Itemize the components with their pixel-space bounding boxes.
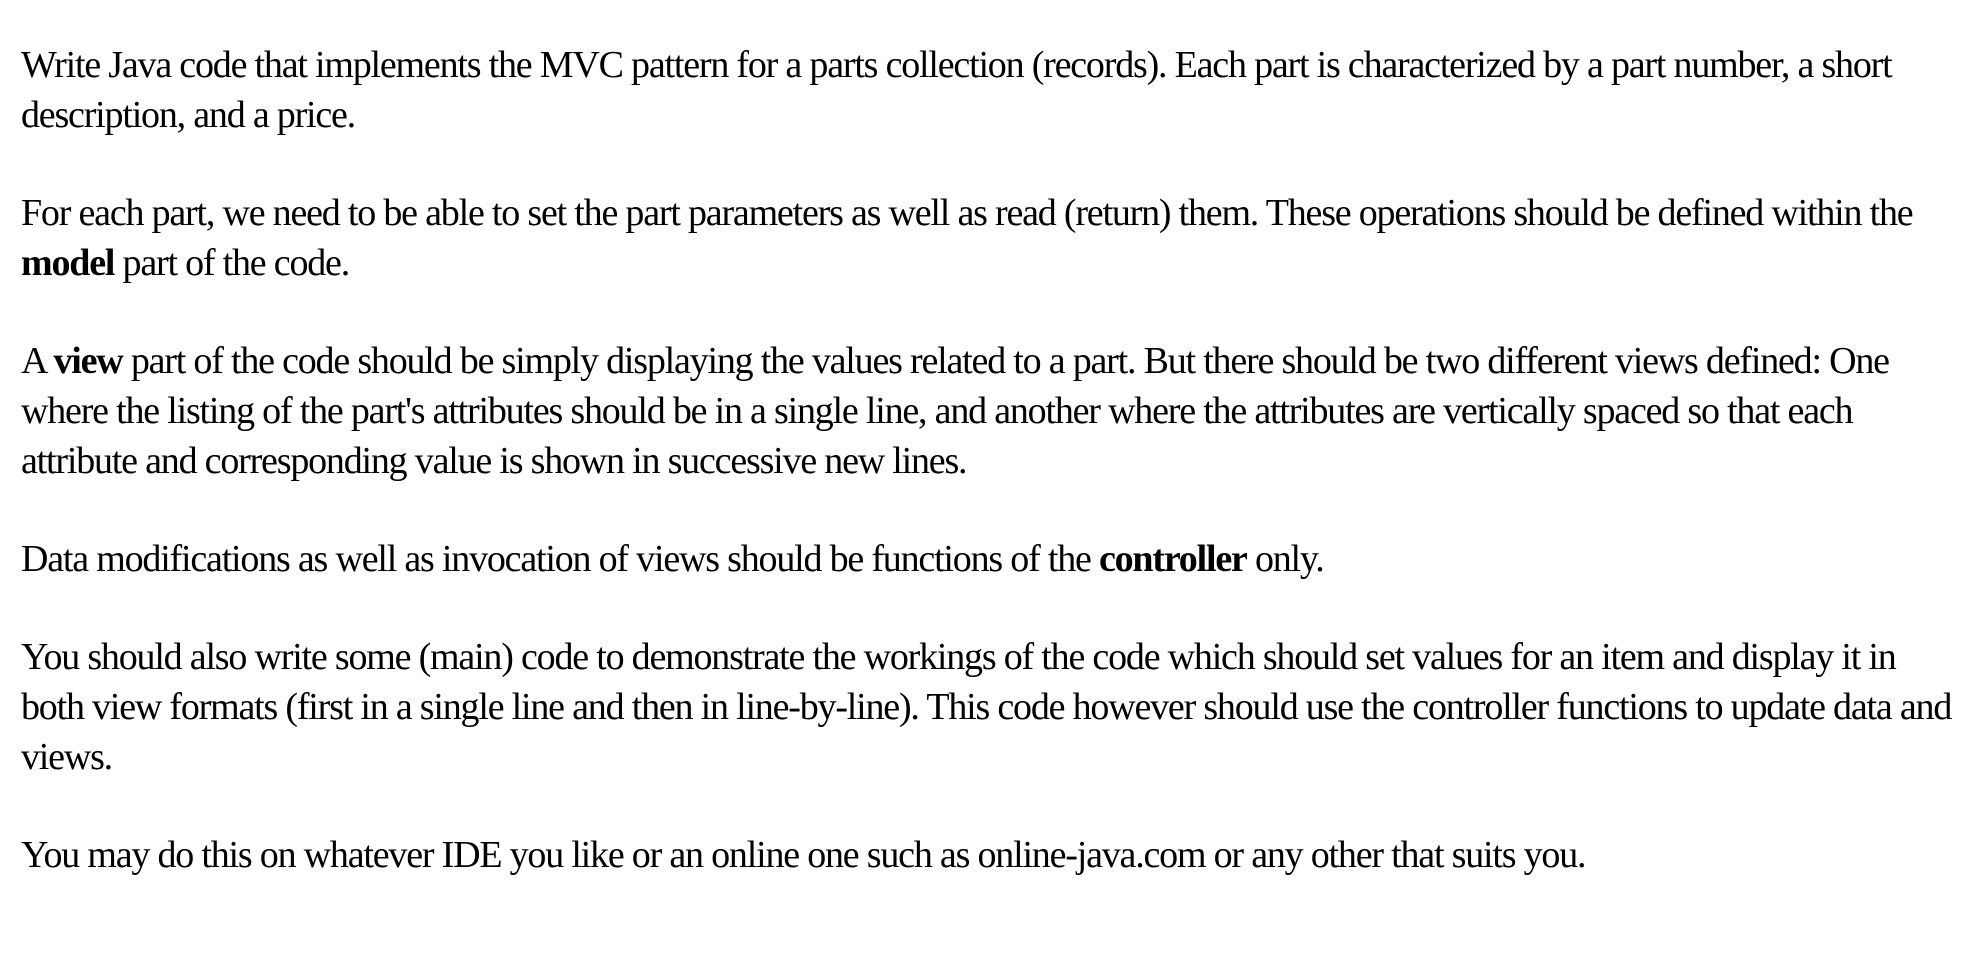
paragraph-controller	[21, 534, 1966, 584]
document-body	[21, 40, 1966, 928]
paragraph-text: part of the code.	[114, 242, 350, 284]
paragraph-ide	[21, 830, 1966, 880]
paragraph-text: part of the code should be simply displaying the values related to a part. But there should be two different views defined: One where the listing of the part's attributes should be in a single line, and another where the attributes are vertically spaced so that each attribute and corresponding value is shown in successive new lines.	[21, 340, 1889, 482]
controller-keyword: controller	[1098, 538, 1247, 580]
model-keyword: model	[21, 242, 115, 284]
paragraph-main-code	[21, 632, 1966, 782]
paragraph-text: Data modifications as well as invocation of views should be functions of the	[21, 538, 1099, 580]
paragraph-text: A	[21, 340, 54, 382]
paragraph-text: For each part, we need to be able to set the part parameters as well as read (return) them. These operations should be defined within the	[21, 192, 1913, 234]
paragraph-text: only.	[1246, 538, 1324, 580]
paragraph-mvc-intro	[21, 40, 1966, 140]
view-keyword: view	[53, 340, 123, 382]
paragraph-text: You should also write some (main) code to demonstrate the workings of the code which should set values for an item and display it in both view formats (first in a single line and then in line-by-line). This code however should use the controller functions to update data and views.	[21, 636, 1952, 778]
paragraph-view	[21, 336, 1966, 486]
paragraph-text: You may do this on whatever IDE you like or an online one such as online-java.com or any other that suits you.	[21, 834, 1586, 876]
paragraph-text: Write Java code that implements the MVC pattern for a parts collection (records). Each part is characterized by a part number, a short description, and a price.	[21, 44, 1892, 136]
paragraph-model	[21, 188, 1966, 288]
